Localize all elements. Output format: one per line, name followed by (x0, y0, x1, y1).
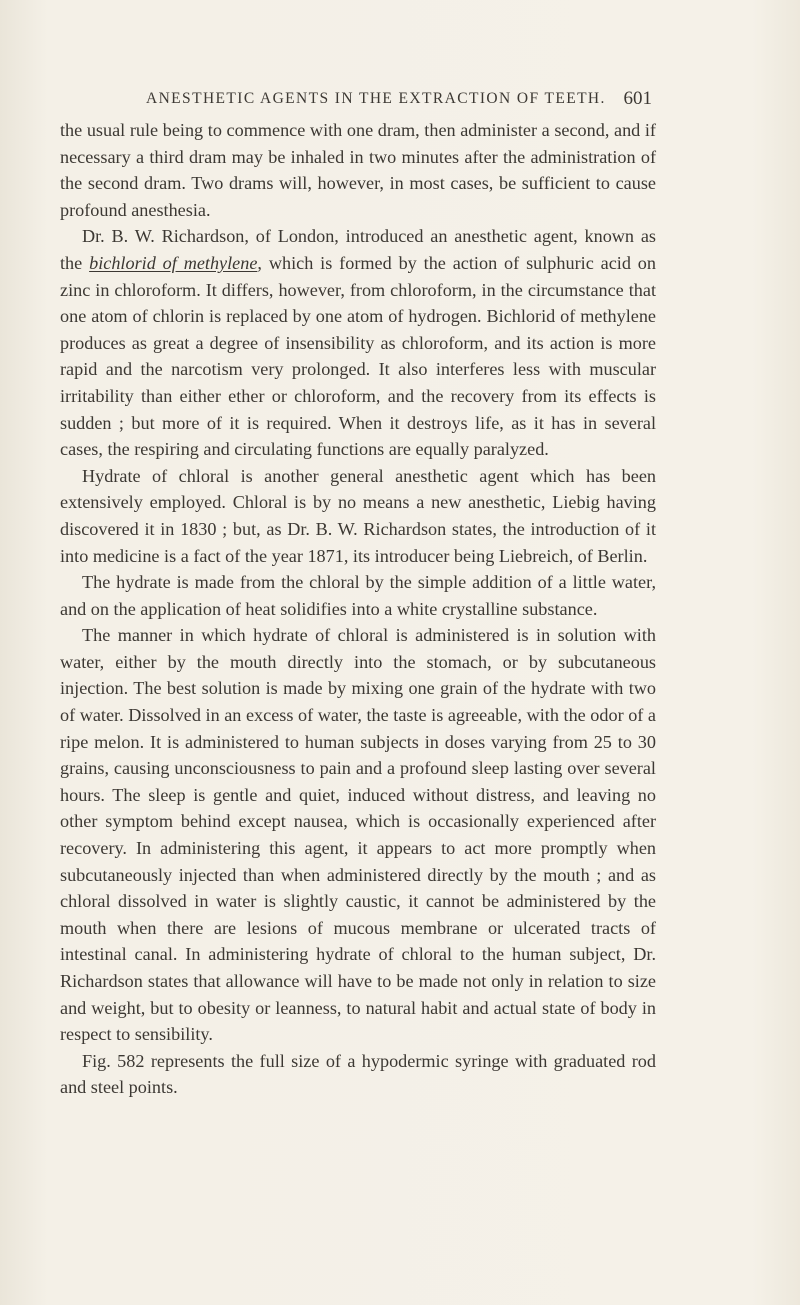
paragraph-4 (60, 569, 656, 622)
paragraph-2 (60, 223, 656, 462)
text-segment: , which is formed by the action of sulphuric acid on zinc in chloroform. It differs, however, from chloroform, in the circumstance that one atom of chlorin is replaced by one atom of hydrogen. Bichlorid of methylene produces as great a degree of insensibility as chloroform, and its action is more rapid and the narcotism very prolonged. It also interferes less with muscular irritability than either ether or chloroform, and the recovery from its effects is sudden ; but more of it is required. When it destroys life, as it has in several cases, the respiring and circulating functions are equally paralyzed. (60, 252, 656, 460)
text-segment: Hydrate of chloral is another general anesthetic agent which has been extensively employed. Chloral is by no means a new anesthetic, Liebig having discovered it in 1830 ; but, as Dr. B. W. Richardson states, the introduction of it into medicine is a fact of the year 1871, its introducer being Liebreich, of Berlin. (60, 465, 656, 566)
page-number: 601 (623, 88, 652, 109)
paragraph-6 (60, 1048, 656, 1101)
paragraph-5 (60, 622, 656, 1048)
text-segment: Dr. B. W. Richardson, of London, introduced an anesthetic agent, known as the (60, 226, 656, 273)
text-segment: The manner in which hydrate of chloral is administered is in solution with water, either by the mouth directly into the stomach, or by subcutaneous injection. The best solution is made by mixing one grain of the hydrate with two of water. Dissolved in an excess of water, the taste is agreeable, with the odor of a ripe melon. It is administered to human subjects in doses varying from 25 to 30 grains, causing unconsciousness to pain and a profound sleep lasting over several hours. The sleep is gentle and quiet, induced without distress, and leaving no other symptom behind except nausea, which is occasionally experienced after recovery. In administering this agent, it appears to act more promptly when subcutaneously injected than when administered directly by the mouth ; and as chloral dissolved in water is slightly caustic, it cannot be administered by the mouth when there are lesions of mucous membrane or ulcerated tracts of intestinal canal. In administering hydrate of chloral to the human subject, Dr. Richardson states that allowance will have to be made not only in relation to size and weight, but to obesity or leanness, to natural habit and actual state of body in respect to sensibility. (60, 625, 656, 1045)
running-head: ANESTHETIC AGENTS IN THE EXTRACTION OF TEETH. (146, 90, 606, 107)
text-segment: the usual rule being to commence with one dram, then administer a second, and if necessary a third dram may be inhaled in two minutes after the administration of the second dram. Two drams will, however, in most cases, be sufficient to cause profound anesthesia. (60, 120, 656, 220)
paragraph-3 (60, 463, 656, 569)
text-segment: The hydrate is made from the chloral by the simple addition of a little water, and on the application of heat solidifies into a white crystalline substance. (60, 572, 656, 619)
page-header (146, 90, 652, 114)
paragraph-1 (60, 117, 656, 223)
italic-term: bichlorid of methylene (89, 252, 258, 273)
text-segment: Fig. 582 represents the full size of a hypodermic syringe with graduated rod and steel points. (60, 1050, 656, 1098)
body-text (60, 117, 656, 1101)
